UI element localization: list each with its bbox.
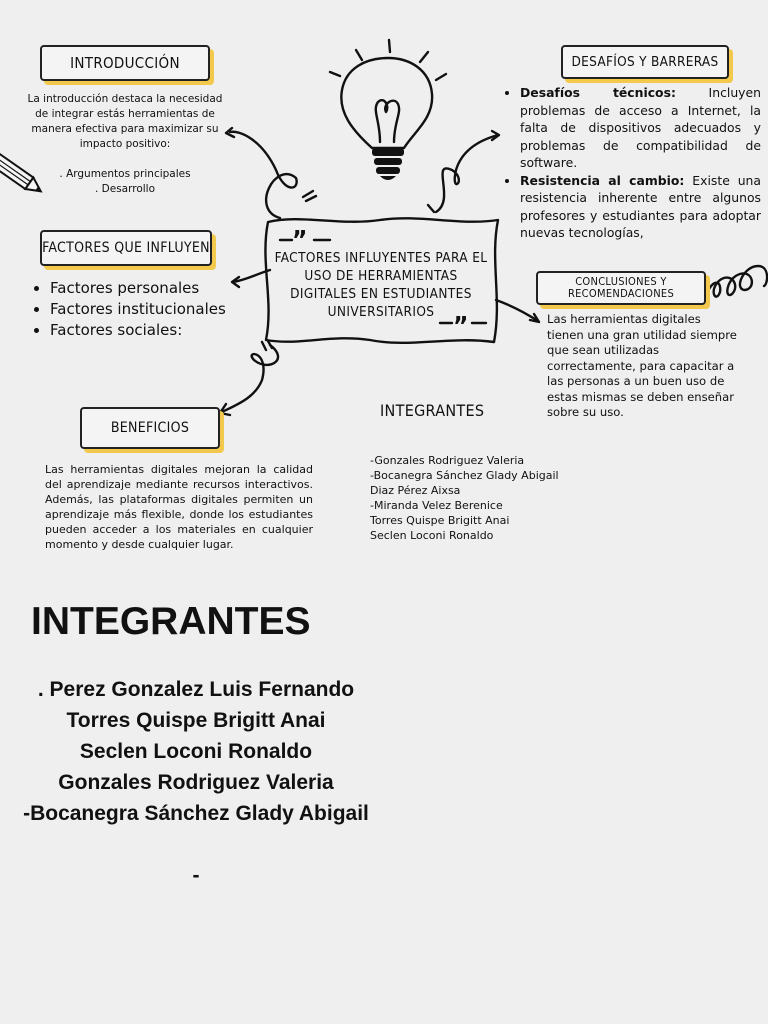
integrantes-small-title: INTEGRANTES: [380, 401, 485, 420]
introduccion-point: . Desarrollo: [94, 183, 156, 195]
desafios-item: [520, 84, 761, 172]
introduccion-text: La introducción destaca la necesidad de integrar estás herramientas de manera efectiva para maximizar su impacto positivo:: [27, 93, 223, 150]
desafios-item-text: Existe una resistencia inherente entre algunos profesores y estudiantes para adoptar nuevas tecnologías,: [520, 172, 762, 240]
member-name-big: Seclen Loconi Ronaldo: [79, 740, 313, 763]
integrantes-big-title: INTEGRANTES: [31, 600, 311, 643]
quote-open-mark: ”: [292, 226, 308, 256]
conclusiones-title-line: RECOMENDACIONES: [567, 287, 675, 300]
desafios-item-label: Resistencia al cambio:: [520, 172, 685, 188]
factores-item: • Factores sociales:: [50, 320, 232, 341]
integrantes-small-list: [370, 453, 600, 543]
central-title: FACTORES INFLUYENTES PARA EL USO DE HERRAMIENTAS DIGITALES EN ESTUDIANTES UNIVERSITARIOS: [274, 250, 488, 320]
lightbulb-icon: [330, 40, 446, 180]
trailing-dash: -: [192, 864, 200, 887]
member-name: Seclen Loconi Ronaldo: [370, 529, 494, 542]
member-name: -Bocanegra Sánchez Glady Abigail: [370, 469, 559, 482]
desafios-item-text: Incluyen problemas de acceso a Internet, la falta de dispositivos adecuados y problemas de compatibilidad de software.: [520, 85, 761, 170]
factores-item: • Factores institucionales: [50, 299, 232, 320]
factores-title: FACTORES QUE INFLUYEN: [40, 230, 212, 266]
beneficios-title: BENEFICIOS: [80, 407, 220, 449]
conclusiones-title-line: CONCLUSIONES Y: [575, 275, 667, 288]
conclusiones-text: Las herramientas digitales tienen una gran utilidad siempre que sean utilizadas correctamente, para capacitar a las personas a un buen uso de estas mismas se deben enseñar sobre su uso.: [547, 312, 737, 419]
member-name-big: Torres Quispe Brigitt Anai: [66, 709, 326, 732]
arrow-icon: [222, 345, 278, 412]
desafios-item-label: Desafíos técnicos:: [520, 85, 676, 100]
member-name-big: -Bocanegra Sánchez Glady Abigail: [23, 802, 369, 825]
integrantes-big-list: [0, 674, 392, 829]
member-name: Diaz Pérez Aixsa: [370, 484, 461, 497]
introduccion-point: . Argumentos principales: [59, 168, 191, 180]
introduccion-title: INTRODUCCIÓN: [40, 45, 210, 81]
factores-item: • Factores personales: [50, 278, 232, 299]
quote-close-mark: ”: [453, 312, 469, 342]
beneficios-text: Las herramientas digitales mejoran la calidad del aprendizaje mediante recursos interactivos. Además, las plataformas digitales permiten un aprendizaje más flexible, donde los estudiantes pueden acceder a los materiales en cualquier momento y desde cualquier lugar.: [45, 463, 313, 551]
desafios-item: [520, 172, 761, 242]
arrow-icon: [496, 300, 538, 321]
desafios-title: DESAFÍOS Y BARRERAS: [561, 45, 729, 79]
arrow-icon: [436, 135, 498, 212]
spiral-icon: [706, 266, 767, 297]
desafios-list: [504, 84, 761, 242]
member-name-big: . Perez Gonzalez Luis Fernando: [37, 678, 355, 701]
member-name: -Miranda Velez Berenice: [370, 499, 503, 512]
member-name: Torres Quispe Brigitt Anai: [370, 514, 510, 527]
member-name: -Gonzales Rodriguez Valeria: [370, 454, 525, 467]
factores-list: [32, 278, 232, 341]
arrow-icon: [230, 132, 297, 218]
introduccion-section: [26, 92, 224, 197]
member-name-big: Gonzales Rodriguez Valeria: [58, 771, 334, 794]
conclusiones-title: [536, 271, 706, 305]
